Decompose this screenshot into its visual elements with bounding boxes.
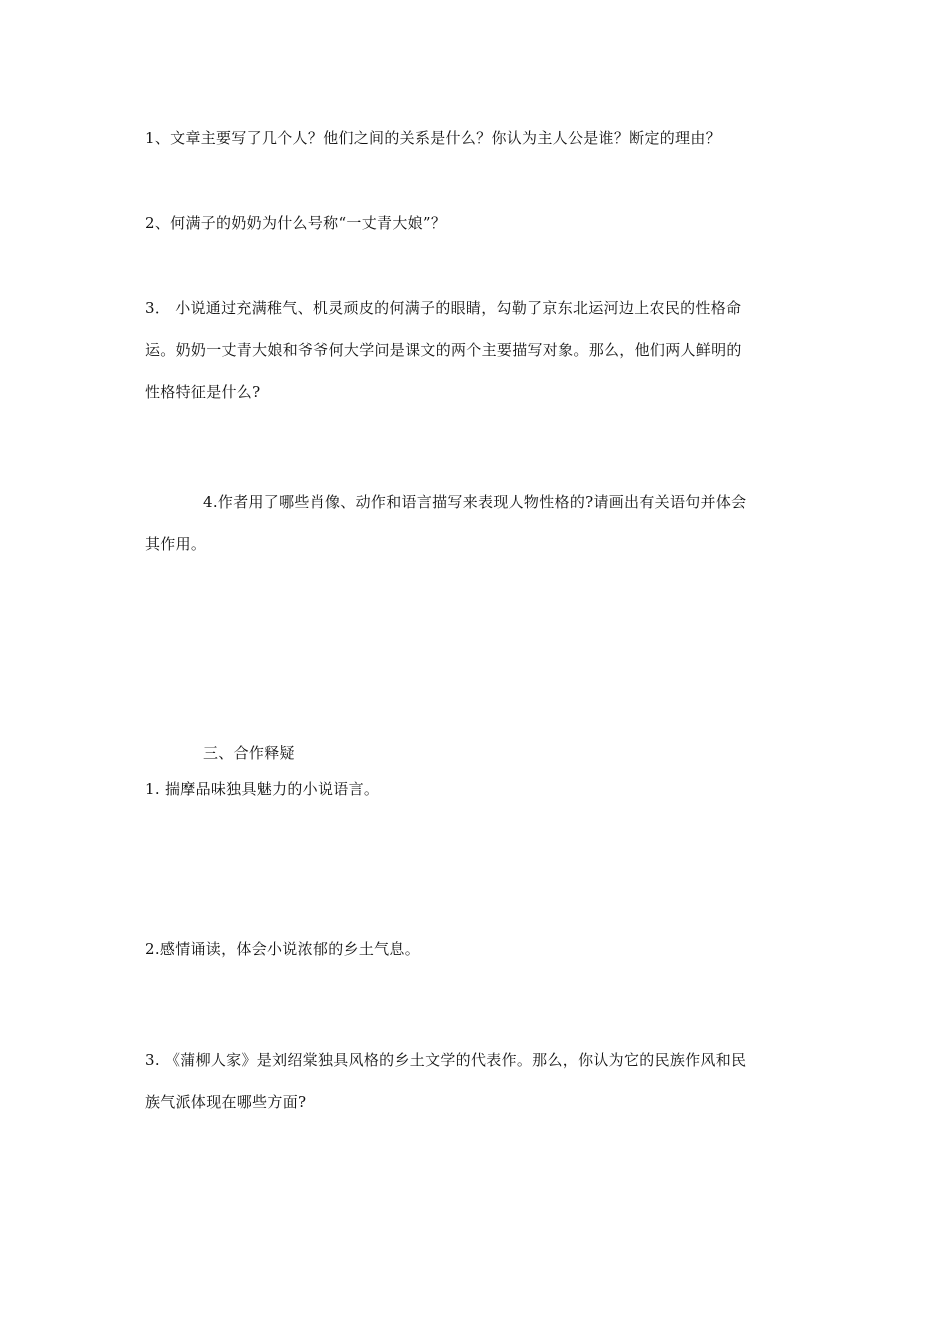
question-1: 1、文章主要写了几个人？他们之间的关系是什么？你认为主人公是谁？断定的理由？ — [145, 129, 721, 147]
question-3-line-2: 运。奶奶一丈青大娘和爷爷何大学问是课文的两个主要描写对象。那么，他们两人鲜明的 — [145, 341, 742, 359]
question-4-line-2: 其作用。 — [145, 535, 207, 553]
question-4-line-1: 4.作者用了哪些肖像、动作和语言描写来表现人物性格的?请画出有关语句并体会 — [203, 493, 747, 511]
section-3-heading: 三、合作释疑 — [203, 744, 295, 762]
question-3-line-3: 性格特征是什么? — [145, 383, 261, 401]
section-3-item-3-line-2: 族气派体现在哪些方面? — [145, 1093, 307, 1111]
question-3-line-1: 3． 小说通过充满稚气、机灵顽皮的何满子的眼睛，勾勒了京东北运河边上农民的性格命 — [145, 299, 742, 317]
question-2: 2、何满子的奶奶为什么号称“一丈青大娘”？ — [145, 214, 447, 232]
section-3-item-1: 1. 揣摩品味独具魅力的小说语言。 — [145, 780, 380, 798]
section-3-item-2: 2.感情诵读，体会小说浓郁的乡土气息。 — [145, 940, 421, 958]
section-3-item-3-line-1: 3. 《蒲柳人家》是刘绍棠独具风格的乡土文学的代表作。那么，你认为它的民族作风和民 — [145, 1051, 747, 1069]
